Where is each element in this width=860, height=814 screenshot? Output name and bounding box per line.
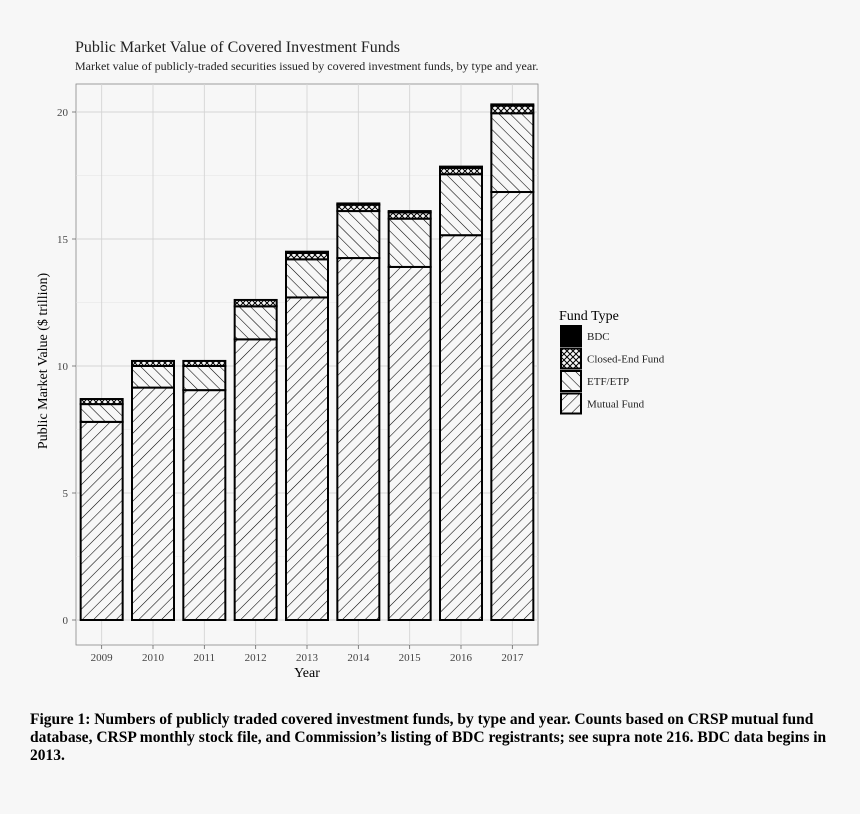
bar-segment-mutual-fund-2012 bbox=[235, 339, 277, 620]
bar-segment-closed-end-fund-2012 bbox=[235, 300, 277, 306]
chart-title: Public Market Value of Covered Investment Funds bbox=[75, 39, 400, 56]
bar-segment-mutual-fund-2009 bbox=[81, 422, 123, 620]
x-tick-label: 2014 bbox=[347, 652, 370, 664]
x-tick-label: 2016 bbox=[450, 652, 472, 664]
bar-segment-bdc-2016 bbox=[440, 167, 482, 168]
bar-segment-closed-end-fund-2017 bbox=[491, 106, 533, 114]
bar-segment-closed-end-fund-2009 bbox=[81, 399, 123, 404]
legend-key-etf-etp bbox=[561, 371, 581, 391]
x-axis-label: Year bbox=[294, 666, 320, 681]
bar-segment-etf-etp-2017 bbox=[491, 113, 533, 192]
y-tick-label: 0 bbox=[62, 615, 68, 627]
bar-segment-etf-etp-2015 bbox=[389, 219, 431, 267]
figure-caption: Figure 1: Numbers of publicly traded covered investment funds, by type and year. Counts based on CRSP mutual fund database, CRSP monthly stock file, and Commission’s listing of BDC registrants; see supra note 216. BDC data begins in 2013. bbox=[30, 711, 827, 764]
x-tick-label: 2009 bbox=[90, 652, 113, 664]
legend-label-etf-etp: ETF/ETP bbox=[587, 376, 630, 388]
x-tick-label: 2015 bbox=[398, 652, 421, 664]
bar-segment-closed-end-fund-2011 bbox=[183, 361, 225, 366]
y-tick-label: 20 bbox=[57, 107, 68, 119]
legend-label-mutual-fund: Mutual Fund bbox=[587, 398, 645, 411]
bar-segment-etf-etp-2010 bbox=[132, 366, 174, 388]
x-tick-label: 2010 bbox=[142, 652, 164, 664]
bar-segment-mutual-fund-2017 bbox=[491, 192, 533, 620]
y-tick-label: 5 bbox=[62, 488, 68, 500]
bar-segment-bdc-2015 bbox=[389, 211, 431, 212]
bar-segment-mutual-fund-2016 bbox=[440, 235, 482, 620]
x-tick-label: 2011 bbox=[193, 652, 216, 664]
chart-subtitle: Market value of publicly-traded securities issued by covered investment funds, by type and year. bbox=[75, 59, 539, 73]
bar-segment-mutual-fund-2011 bbox=[183, 390, 225, 620]
x-axis bbox=[91, 645, 524, 664]
y-axis bbox=[57, 107, 76, 627]
legend-key-mutual-fund bbox=[561, 394, 581, 414]
bar-segment-mutual-fund-2013 bbox=[286, 297, 328, 620]
x-tick-label: 2013 bbox=[296, 652, 318, 664]
x-tick-label: 2012 bbox=[244, 652, 267, 664]
bar-segment-etf-etp-2014 bbox=[337, 211, 379, 258]
legend-key-bdc bbox=[561, 326, 581, 346]
bar-segment-etf-etp-2013 bbox=[286, 259, 328, 297]
bar-segment-etf-etp-2009 bbox=[81, 404, 123, 422]
bar-segment-bdc-2017 bbox=[491, 104, 533, 105]
legend-label-closed-end-fund: Closed-End Fund bbox=[587, 353, 665, 366]
bar-segment-bdc-2014 bbox=[337, 203, 379, 204]
bar-segment-etf-etp-2012 bbox=[235, 306, 277, 339]
bar-segment-mutual-fund-2010 bbox=[132, 388, 174, 620]
x-tick-label: 2017 bbox=[501, 652, 524, 664]
bar-segment-etf-etp-2011 bbox=[183, 366, 225, 390]
bar-segment-mutual-fund-2014 bbox=[337, 258, 379, 620]
y-tick-label: 15 bbox=[57, 234, 68, 246]
y-tick-label: 10 bbox=[57, 361, 68, 373]
bar-segment-etf-etp-2016 bbox=[440, 174, 482, 235]
legend bbox=[559, 309, 665, 414]
legend-label-bdc: BDC bbox=[587, 331, 610, 343]
bar-segment-bdc-2013 bbox=[286, 252, 328, 253]
bar-segment-mutual-fund-2015 bbox=[389, 267, 431, 620]
bar-segment-closed-end-fund-2010 bbox=[132, 361, 174, 366]
legend-key-closed-end-fund bbox=[561, 349, 581, 369]
y-axis-label: Public Market Value ($ trillion) bbox=[36, 272, 51, 450]
legend-title: Fund Type bbox=[559, 309, 619, 324]
